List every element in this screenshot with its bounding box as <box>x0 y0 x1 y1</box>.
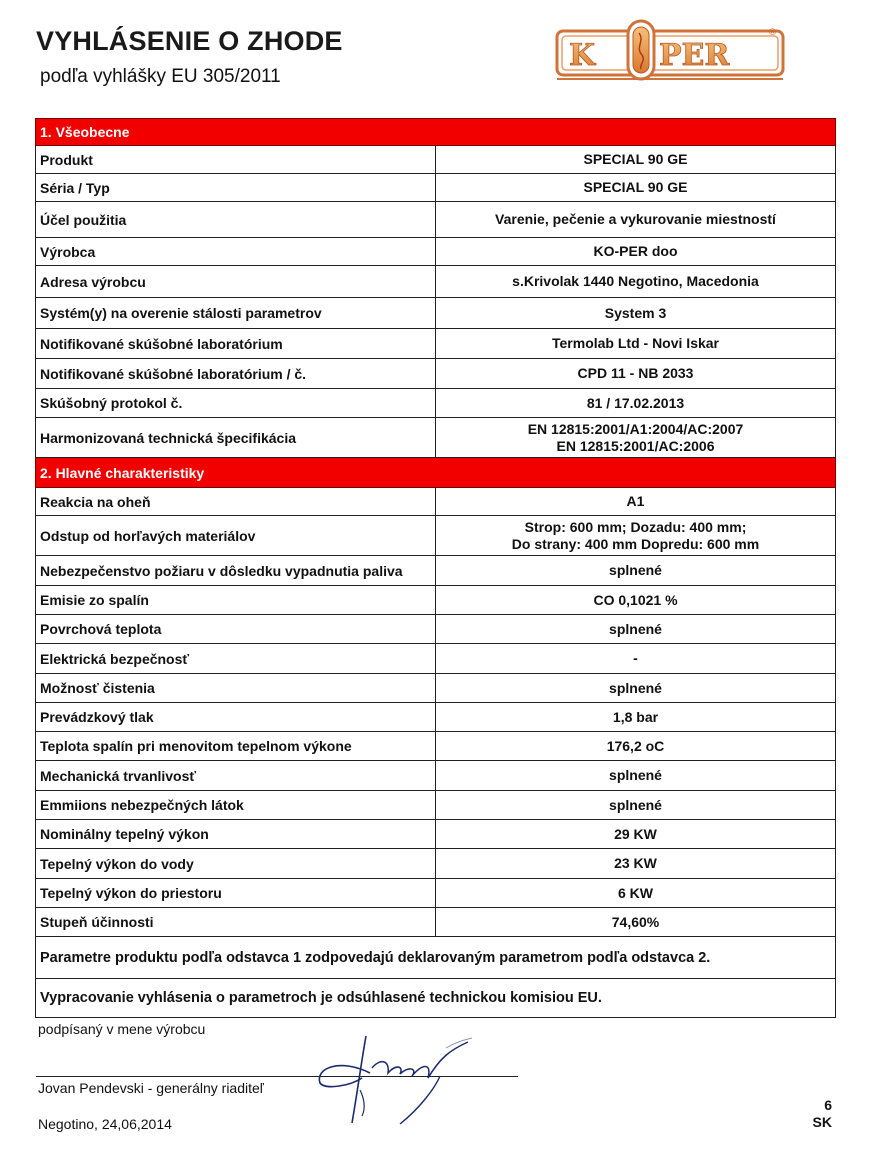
declaration-table <box>35 118 836 1018</box>
koper-logo <box>553 17 791 83</box>
value-line: EN 12815:2001/AC:2006 <box>556 437 715 454</box>
table-row <box>36 359 836 389</box>
statement-text: Vypracovanie vyhlásenia o parametroch je odsúhlasené technickou komisiou EU. <box>36 979 836 1018</box>
row-value: splnené <box>436 615 836 644</box>
value-line: EN 12815:2001/A1:2004/AC:2007 <box>527 420 744 437</box>
table-row <box>36 238 836 266</box>
row-label: Emisie zo spalín <box>36 586 436 615</box>
table-row <box>36 488 836 516</box>
table-row <box>36 732 836 761</box>
language-code: SK <box>812 1114 832 1130</box>
document-title: VYHLÁSENIE O ZHODE <box>36 26 343 56</box>
row-value: 6 KW <box>436 879 836 908</box>
section-header-general <box>36 119 836 146</box>
row-value: System 3 <box>436 298 836 329</box>
row-label: Reakcia na oheň <box>36 488 436 516</box>
row-value: 81 / 17.02.2013 <box>436 389 836 418</box>
value-line: Do strany: 400 mm Dopredu: 600 mm <box>511 535 760 552</box>
table-row <box>36 298 836 329</box>
table-row <box>36 202 836 238</box>
logo-letter-k: K <box>569 38 596 73</box>
table-row <box>36 418 836 458</box>
row-value: CPD 11 - NB 2033 <box>436 359 836 389</box>
registered-mark: ® <box>768 28 777 38</box>
row-value: 1,8 bar <box>436 703 836 732</box>
row-value: splnené <box>436 791 836 820</box>
table-row <box>36 266 836 298</box>
row-label: Notifikované skúšobné laboratórium <box>36 329 436 359</box>
row-label: Tepelný výkon do vody <box>36 849 436 879</box>
row-value-multiline <box>436 516 836 556</box>
table-row <box>36 146 836 174</box>
table-row <box>36 674 836 703</box>
table-row <box>36 389 836 418</box>
row-value: splnené <box>436 761 836 791</box>
signatory-name: Jovan Pendevski - generálny riaditeľ <box>38 1080 264 1096</box>
document-subtitle: podľa vyhlášky EU 305/2011 <box>40 66 281 87</box>
row-label: Notifikované skúšobné laboratórium / č. <box>36 359 436 389</box>
section-title: 1. Všeobecne <box>36 119 836 146</box>
logo-letters-per: PER <box>659 38 730 73</box>
table-row <box>36 820 836 849</box>
table-row <box>36 556 836 586</box>
table-row <box>36 615 836 644</box>
row-label: Harmonizovaná technická špecifikácia <box>36 418 436 458</box>
table-row <box>36 791 836 820</box>
row-label: Séria / Typ <box>36 174 436 202</box>
statement-row <box>36 979 836 1018</box>
page-number-block <box>813 1097 832 1131</box>
row-label: Odstup od horľavých materiálov <box>36 516 436 556</box>
table-row <box>36 174 836 202</box>
table-row <box>36 644 836 674</box>
row-value: 29 KW <box>436 820 836 849</box>
row-label: Systém(y) na overenie stálosti parametrov <box>36 298 436 329</box>
section-header-main-characteristics <box>36 458 836 488</box>
row-value: SPECIAL 90 GE <box>436 174 836 202</box>
section-title: 2. Hlavné charakteristiky <box>36 458 836 488</box>
row-label: Výrobca <box>36 238 436 266</box>
table-row <box>36 908 836 937</box>
statement-text: Parametre produktu podľa odstavca 1 zodpovedajú deklarovaným parametrom podľa odstavca 2. <box>36 937 836 979</box>
row-label: Stupeň účinnosti <box>36 908 436 937</box>
row-label: Nominálny tepelný výkon <box>36 820 436 849</box>
table-row <box>36 329 836 359</box>
statement-row <box>36 937 836 979</box>
row-value: SPECIAL 90 GE <box>436 146 836 174</box>
table-row <box>36 879 836 908</box>
signature-icon <box>300 1028 480 1128</box>
row-label: Emmiions nebezpečných látok <box>36 791 436 820</box>
row-label: Skúšobný protokol č. <box>36 389 436 418</box>
row-value: A1 <box>436 488 836 516</box>
row-value: splnené <box>436 674 836 703</box>
row-value: KO-PER doo <box>436 238 836 266</box>
row-label: Elektrická bezpečnosť <box>36 644 436 674</box>
row-label: Nebezpečenstvo požiaru v dôsledku vypadnutia paliva <box>36 556 436 586</box>
row-label: Adresa výrobcu <box>36 266 436 298</box>
row-label: Povrchová teplota <box>36 615 436 644</box>
value-line: Strop: 600 mm; Dozadu: 400 mm; <box>524 518 747 535</box>
row-label: Mechanická trvanlivosť <box>36 761 436 791</box>
row-label: Teplota spalín pri menovitom tepelnom výkone <box>36 732 436 761</box>
row-value: CO 0,1021 % <box>436 586 836 615</box>
row-value: Termolab Ltd - Novi Iskar <box>436 329 836 359</box>
row-value: 74,60% <box>436 908 836 937</box>
signed-on-behalf-label: podpísaný v mene výrobcu <box>38 1021 206 1037</box>
place-date: Negotino, 24,06,2014 <box>38 1116 172 1132</box>
table-row <box>36 849 836 879</box>
row-value-multiline <box>436 418 836 458</box>
row-label: Tepelný výkon do priestoru <box>36 879 436 908</box>
row-value: 176,2 oC <box>436 732 836 761</box>
row-label: Možnosť čistenia <box>36 674 436 703</box>
table-row <box>36 761 836 791</box>
row-value: - <box>436 644 836 674</box>
table-row <box>36 586 836 615</box>
table-row <box>36 516 836 556</box>
row-label: Produkt <box>36 146 436 174</box>
row-label: Prevádzkový tlak <box>36 703 436 732</box>
row-value: s.Krivolak 1440 Negotino, Macedonia <box>436 266 836 298</box>
page-number: 6 <box>824 1097 832 1113</box>
table-row <box>36 703 836 732</box>
row-value: Varenie, pečenie a vykurovanie miestností <box>436 202 836 238</box>
row-value: splnené <box>436 556 836 586</box>
row-value: 23 KW <box>436 849 836 879</box>
row-label: Účel použitia <box>36 202 436 238</box>
